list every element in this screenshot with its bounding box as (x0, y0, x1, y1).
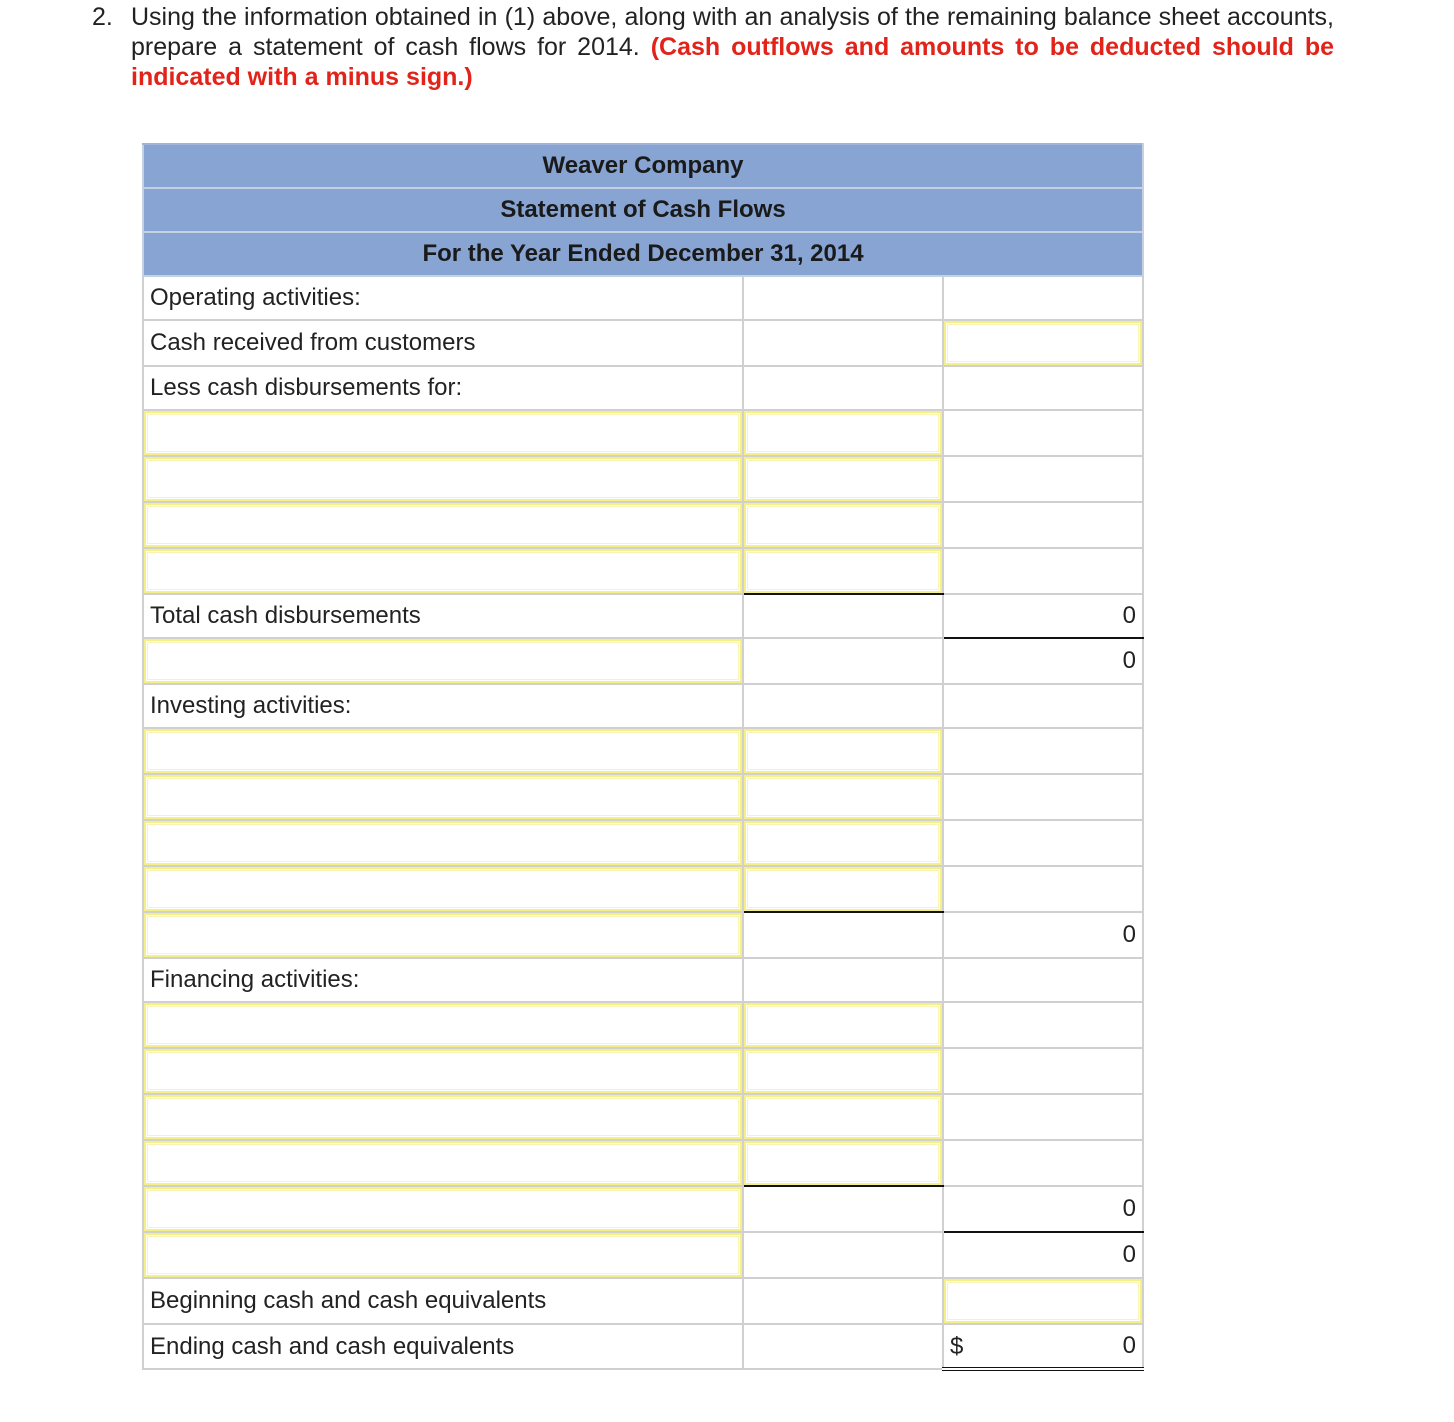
cash-flow-statement (142, 143, 1144, 1371)
table-row (143, 1186, 1143, 1232)
financing-label-input[interactable] (143, 1048, 743, 1094)
investing-amount-input[interactable] (743, 866, 943, 912)
table-row (143, 1278, 1143, 1324)
table-row (143, 1048, 1143, 1094)
beginning-cash-input[interactable] (943, 1278, 1143, 1324)
financing-amount-input[interactable] (743, 1140, 943, 1186)
net-investing-label-input[interactable] (143, 912, 743, 958)
table-row (143, 820, 1143, 866)
less-disbursements-label: Less cash disbursements for: (143, 366, 743, 410)
table-row (143, 774, 1143, 820)
statement-period: For the Year Ended December 31, 2014 (143, 232, 1143, 276)
ending-cash-label: Ending cash and cash equivalents (143, 1324, 743, 1369)
disbursement-label-input[interactable] (143, 410, 743, 456)
question (92, 2, 1334, 92)
investing-label-input[interactable] (143, 866, 743, 912)
question-number: 2. (92, 3, 113, 31)
disbursement-label-input[interactable] (143, 548, 743, 594)
net-operating-label-input[interactable] (143, 638, 743, 684)
disbursement-amount-input[interactable] (743, 456, 943, 502)
table-row (143, 410, 1143, 456)
financing-label-input[interactable] (143, 1140, 743, 1186)
investing-amount-input[interactable] (743, 728, 943, 774)
table-row (143, 958, 1143, 1002)
financing-amount-input[interactable] (743, 1002, 943, 1048)
table-row (143, 684, 1143, 728)
statement-title: Statement of Cash Flows (143, 188, 1143, 232)
net-change-label-input[interactable] (143, 1232, 743, 1278)
table-row (143, 502, 1143, 548)
financing-amount-input[interactable] (743, 1048, 943, 1094)
investing-label-input[interactable] (143, 820, 743, 866)
table-row (143, 866, 1143, 912)
table-row (143, 1324, 1143, 1369)
cash-received-label: Cash received from customers (143, 320, 743, 366)
net-change-value: 0 (943, 1232, 1143, 1278)
table-row (143, 594, 1143, 638)
table-row (143, 1140, 1143, 1186)
financing-label-input[interactable] (143, 1094, 743, 1140)
net-investing-value: 0 (943, 912, 1143, 958)
disbursement-label-input[interactable] (143, 502, 743, 548)
ending-cash-cell (943, 1324, 1143, 1369)
disbursement-amount-input[interactable] (743, 548, 943, 594)
table-row (143, 456, 1143, 502)
disbursement-amount-input[interactable] (743, 502, 943, 548)
net-financing-label-input[interactable] (143, 1186, 743, 1232)
table-row (143, 366, 1143, 410)
financing-amount-input[interactable] (743, 1094, 943, 1140)
financing-label-input[interactable] (143, 1002, 743, 1048)
table-row (143, 638, 1143, 684)
table-row (143, 320, 1143, 366)
investing-heading: Investing activities: (143, 684, 743, 728)
question-note: (Cash outflows and amounts to be deducted should be indicated with a minus sign.) (131, 33, 1334, 91)
beginning-cash-label: Beginning cash and cash equivalents (143, 1278, 743, 1324)
investing-label-input[interactable] (143, 774, 743, 820)
company-name: Weaver Company (143, 144, 1143, 188)
net-financing-value: 0 (943, 1186, 1143, 1232)
table-row (143, 912, 1143, 958)
disbursement-amount-input[interactable] (743, 410, 943, 456)
investing-amount-input[interactable] (743, 774, 943, 820)
cash-received-input[interactable] (943, 320, 1143, 366)
question-body: Using the information obtained in (1) above, along with an analysis of the remaining balance sheet accounts, prepare a statement of cash flows for 2014. (131, 3, 1334, 61)
table-row (143, 728, 1143, 774)
total-disbursements-label: Total cash disbursements (143, 594, 743, 638)
net-operating-value: 0 (943, 638, 1143, 684)
table-row (143, 1094, 1143, 1140)
investing-label-input[interactable] (143, 728, 743, 774)
ending-cash-value: 0 (1122, 1332, 1136, 1359)
currency-sign: $ (950, 1333, 964, 1360)
table-row (143, 548, 1143, 594)
table-row (143, 276, 1143, 320)
question-text (131, 2, 1334, 92)
table-row (143, 1002, 1143, 1048)
total-disbursements-value: 0 (943, 594, 1143, 638)
disbursement-label-input[interactable] (143, 456, 743, 502)
investing-amount-input[interactable] (743, 820, 943, 866)
financing-heading: Financing activities: (143, 958, 743, 1002)
table-row (143, 1232, 1143, 1278)
operating-heading: Operating activities: (143, 276, 743, 320)
